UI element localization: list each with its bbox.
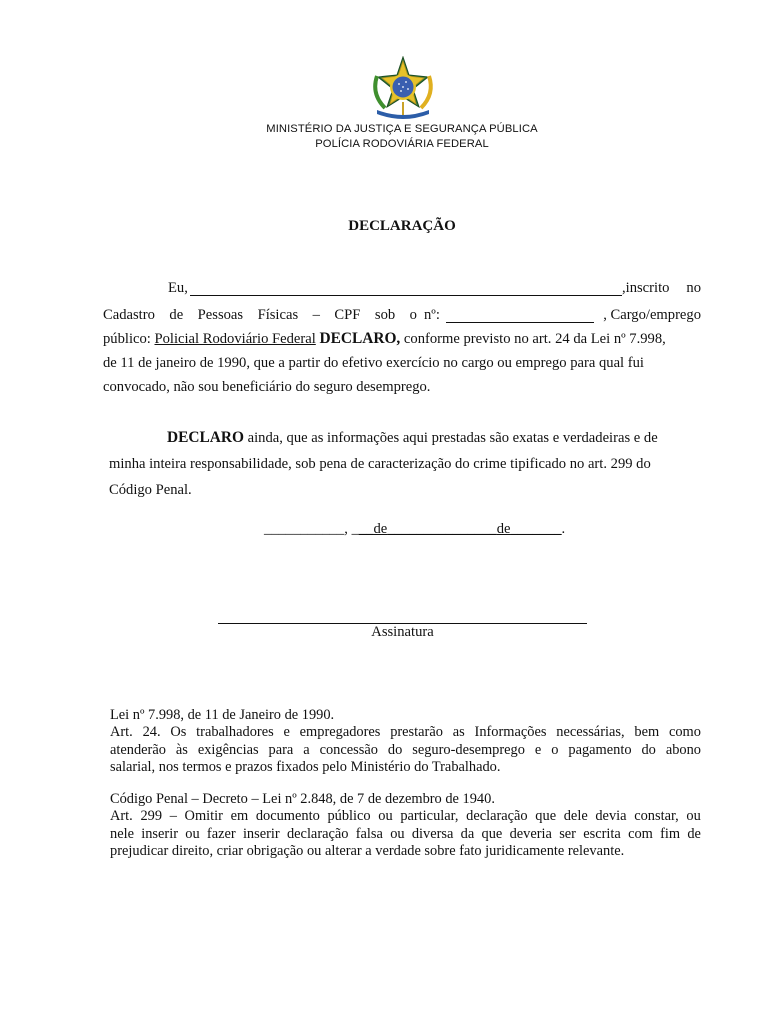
word: empregadores bbox=[299, 724, 381, 741]
word: declaração bbox=[286, 825, 349, 842]
word: Art. bbox=[110, 808, 133, 825]
word: Os bbox=[170, 724, 187, 741]
word: Físicas bbox=[257, 307, 299, 323]
word: e bbox=[283, 724, 290, 741]
word: atenderão bbox=[110, 741, 166, 758]
word: Cadastro bbox=[103, 307, 155, 323]
cpf-number-label: nº: bbox=[424, 307, 440, 323]
word: dele bbox=[563, 808, 588, 825]
paragraph-line bbox=[109, 425, 695, 451]
ministry-header: MINISTÉRIO DA JUSTIÇA E SEGURANÇA PÚBLICA bbox=[266, 123, 538, 135]
no-text: no bbox=[686, 280, 701, 296]
declaro-bold: DECLARO bbox=[167, 429, 244, 446]
word: diversa bbox=[411, 825, 454, 842]
word: declaração bbox=[466, 808, 528, 825]
de-text: de bbox=[373, 521, 388, 537]
declarant-prefix: Eu, bbox=[168, 280, 188, 296]
declaration-paragraph-2 bbox=[109, 425, 695, 503]
word: inserir bbox=[141, 825, 178, 842]
word: constar, bbox=[634, 808, 679, 825]
law-text-line bbox=[110, 724, 701, 741]
word: ser bbox=[559, 825, 576, 842]
word: particular, bbox=[400, 808, 459, 825]
word: – bbox=[169, 808, 177, 825]
word: nele bbox=[110, 825, 134, 842]
period: . bbox=[561, 521, 566, 537]
word: público bbox=[327, 808, 371, 825]
cpf-blank-field[interactable] bbox=[446, 306, 594, 323]
month-blank-field[interactable]: _______________ bbox=[387, 521, 497, 537]
de-text: de bbox=[496, 521, 511, 537]
penal-code-title: Código Penal – Decreto – Lei nº 2.848, de 7 de dezembro de 1940. bbox=[110, 791, 495, 807]
word: pagamento bbox=[568, 741, 632, 758]
line-text: conforme previsto no art. 24 da Lei nº 7.998, bbox=[400, 331, 666, 347]
word: fim bbox=[660, 825, 681, 842]
word: seguro-desemprego bbox=[412, 741, 525, 758]
word: que bbox=[535, 808, 557, 825]
paragraph-line bbox=[103, 327, 701, 351]
year-blank-field[interactable]: _______ bbox=[510, 521, 562, 537]
word: para bbox=[268, 741, 294, 758]
registered-text: ,inscrito bbox=[622, 280, 670, 296]
paragraph-line: convocado, não sou beneficiário do seguro desemprego. bbox=[103, 379, 431, 395]
word: trabalhadores bbox=[196, 724, 274, 741]
word: e bbox=[534, 741, 542, 758]
declaro-bold: DECLARO, bbox=[319, 330, 401, 347]
public-label: público: bbox=[103, 331, 155, 347]
word: necessárias, bbox=[556, 724, 625, 741]
date-place-line bbox=[264, 521, 565, 538]
word: escrita bbox=[583, 825, 621, 842]
word: com bbox=[628, 825, 653, 842]
word: inserir bbox=[242, 825, 280, 842]
law-reference bbox=[110, 707, 701, 777]
signature-label: Assinatura bbox=[371, 624, 434, 640]
word: do bbox=[641, 741, 656, 758]
word: ou bbox=[185, 825, 200, 842]
paragraph-line: de 11 de janeiro de 1990, que a partir do efetivo exercício no cargo ou emprego para qual fui bbox=[103, 355, 644, 371]
city-blank-field[interactable]: ___________ bbox=[264, 521, 345, 537]
word: Pessoas bbox=[197, 307, 244, 323]
word: 24. bbox=[142, 724, 161, 741]
word: ou bbox=[378, 808, 393, 825]
day-blank-field[interactable]: __ bbox=[358, 521, 374, 537]
penal-code-text-line bbox=[110, 826, 701, 843]
word: exigências bbox=[197, 741, 259, 758]
name-blank-field[interactable] bbox=[190, 279, 622, 296]
word: abono bbox=[665, 741, 701, 758]
word: que bbox=[481, 825, 503, 842]
separator: , _ bbox=[344, 521, 359, 537]
word: – bbox=[312, 307, 320, 323]
cargo-label: , Cargo/emprego bbox=[603, 307, 701, 323]
law-text-line: salarial, nos termos e prazos fixados pelo Ministério do Trabalhado. bbox=[110, 759, 501, 776]
word: Informações bbox=[474, 724, 547, 741]
penal-code-reference bbox=[110, 791, 701, 861]
line-text: ainda, que as informações aqui prestadas são exatas e verdadeiras e de bbox=[243, 430, 658, 446]
paragraph-line bbox=[103, 303, 701, 327]
word: de bbox=[687, 825, 701, 842]
word: devia bbox=[595, 808, 627, 825]
word: ou bbox=[686, 808, 701, 825]
brazil-coat-of-arms-icon bbox=[367, 56, 439, 122]
word: bem bbox=[634, 724, 660, 741]
word: a bbox=[303, 741, 310, 758]
word: às bbox=[175, 741, 188, 758]
word: da bbox=[460, 825, 475, 842]
word: do bbox=[387, 741, 403, 758]
word: deveria bbox=[509, 825, 552, 842]
word: 299 bbox=[140, 808, 163, 825]
declaration-paragraph-1 bbox=[103, 276, 701, 399]
word: falsa bbox=[355, 825, 383, 842]
word: sob bbox=[374, 307, 396, 323]
word: Omitir bbox=[184, 808, 223, 825]
word: como bbox=[668, 724, 701, 741]
penal-code-text-line bbox=[110, 808, 701, 825]
word: prestarão bbox=[390, 724, 443, 741]
paragraph-line: minha inteira responsabilidade, sob pena de caracterização do crime tipificado no art. 299 do bbox=[109, 456, 651, 472]
paragraph-line: Código Penal. bbox=[109, 482, 192, 498]
document-title: DECLARAÇÃO bbox=[348, 218, 456, 234]
paragraph-line bbox=[103, 276, 701, 300]
word: concessão bbox=[319, 741, 378, 758]
word: fazer bbox=[206, 825, 236, 842]
word: ou bbox=[390, 825, 405, 842]
role-name: Policial Rodoviário Federal bbox=[154, 331, 316, 347]
penal-code-text-line: prejudicar direito, criar obrigação ou alterar a verdade sobre fato juridicamente relevante. bbox=[110, 843, 625, 860]
agency-header: POLÍCIA RODOVIÁRIA FEDERAL bbox=[315, 138, 489, 150]
word: em bbox=[230, 808, 249, 825]
word: CPF bbox=[334, 307, 361, 323]
word: documento bbox=[255, 808, 320, 825]
word: as bbox=[452, 724, 465, 741]
word: o bbox=[551, 741, 559, 758]
word: o bbox=[409, 307, 417, 323]
word: de bbox=[169, 307, 184, 323]
law-title: Lei nº 7.998, de 11 de Janeiro de 1990. bbox=[110, 707, 335, 723]
law-text-line bbox=[110, 742, 701, 759]
word: Art. bbox=[110, 724, 133, 741]
